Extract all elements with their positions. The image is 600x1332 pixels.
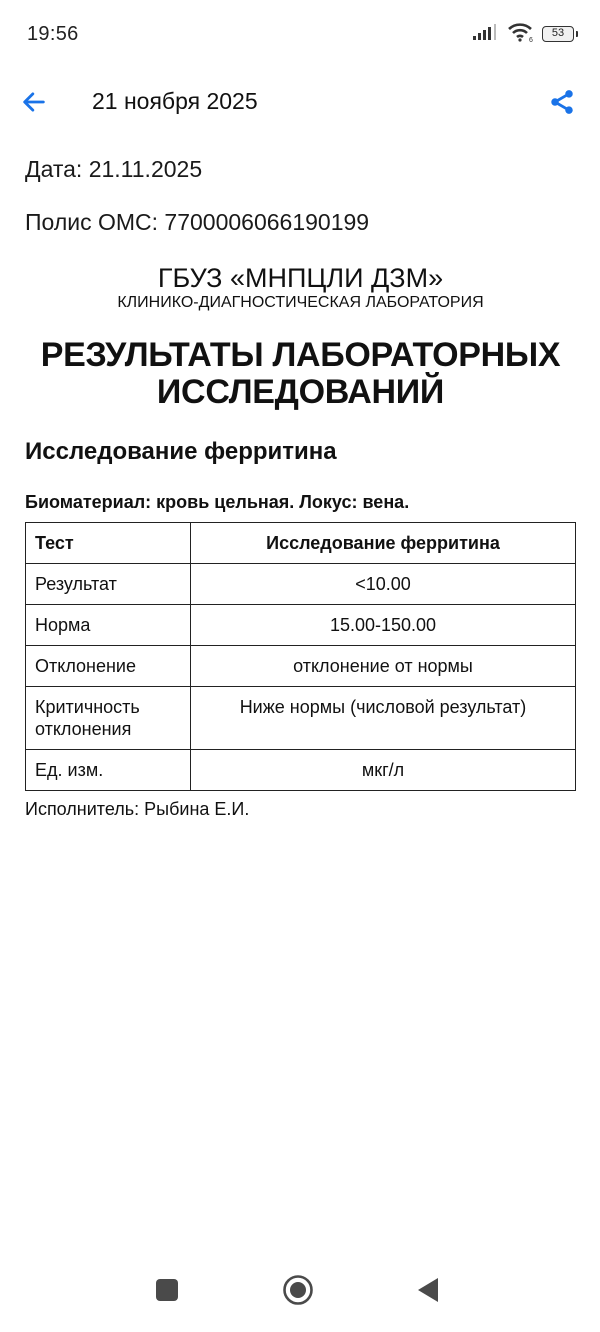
row-value: <10.00 [191, 564, 576, 605]
document-title-line1: РЕЗУЛЬТАТЫ ЛАБОРАТОРНЫХ [40, 336, 561, 374]
status-bar [0, 0, 600, 68]
table-row [26, 687, 576, 750]
svg-text:6: 6 [529, 36, 533, 42]
biomaterial-info: Биоматериал: кровь цельная. Локус: вена. [25, 492, 410, 512]
organization-name: ГБУЗ «МНПЦЛИ ДЗМ» [157, 263, 444, 293]
document-title [25, 337, 576, 411]
insurance-policy: Полис ОМС: 7700006066190199 [25, 209, 370, 235]
back-nav-button[interactable] [408, 1270, 448, 1310]
row-label: Критичность отклонения [26, 687, 191, 750]
row-label: Отклонение [26, 646, 191, 687]
row-label: Норма [26, 605, 191, 646]
row-value: мкг/л [191, 750, 576, 791]
recents-button[interactable] [147, 1270, 187, 1310]
row-value: Ниже нормы (числовой результат) [191, 687, 576, 750]
home-button[interactable] [278, 1270, 318, 1310]
results-table [25, 522, 576, 791]
table-row [26, 646, 576, 687]
home-circle-icon [282, 1274, 314, 1306]
page-title: 21 ноября 2025 [92, 88, 258, 114]
header-test-name: Исследование ферритина [191, 523, 576, 564]
row-value: 15.00-150.00 [191, 605, 576, 646]
table-row [26, 750, 576, 791]
wifi-icon [507, 22, 535, 47]
app-bar [0, 72, 600, 132]
system-nav-bar [0, 1260, 600, 1332]
triangle-back-icon [416, 1277, 440, 1303]
back-button[interactable] [18, 86, 50, 118]
header-test: Тест [26, 523, 191, 564]
battery-icon: 53 [542, 26, 574, 42]
section-title: Исследование ферритина [25, 438, 337, 465]
signal-icon [472, 24, 500, 45]
status-time: 19:56 [27, 22, 79, 45]
table-row [26, 605, 576, 646]
row-label: Ед. изм. [26, 750, 191, 791]
status-icons [472, 22, 574, 47]
arrow-left-icon [20, 88, 48, 116]
row-value: отклонение от нормы [191, 646, 576, 687]
executor: Исполнитель: Рыбина Е.И. [25, 799, 250, 819]
report-date: Дата: 21.11.2025 [25, 156, 203, 182]
share-icon [548, 88, 576, 116]
square-icon [155, 1278, 179, 1302]
organization-subtitle: КЛИНИКО-ДИАГНОСТИЧЕСКАЯ ЛАБОРАТОРИЯ [117, 294, 484, 311]
table-header-row [26, 523, 576, 564]
share-button[interactable] [546, 86, 578, 118]
table-row [26, 564, 576, 605]
row-label: Результат [26, 564, 191, 605]
lab-report [25, 150, 576, 820]
document-title-line2: ИССЛЕДОВАНИЙ [156, 373, 445, 411]
